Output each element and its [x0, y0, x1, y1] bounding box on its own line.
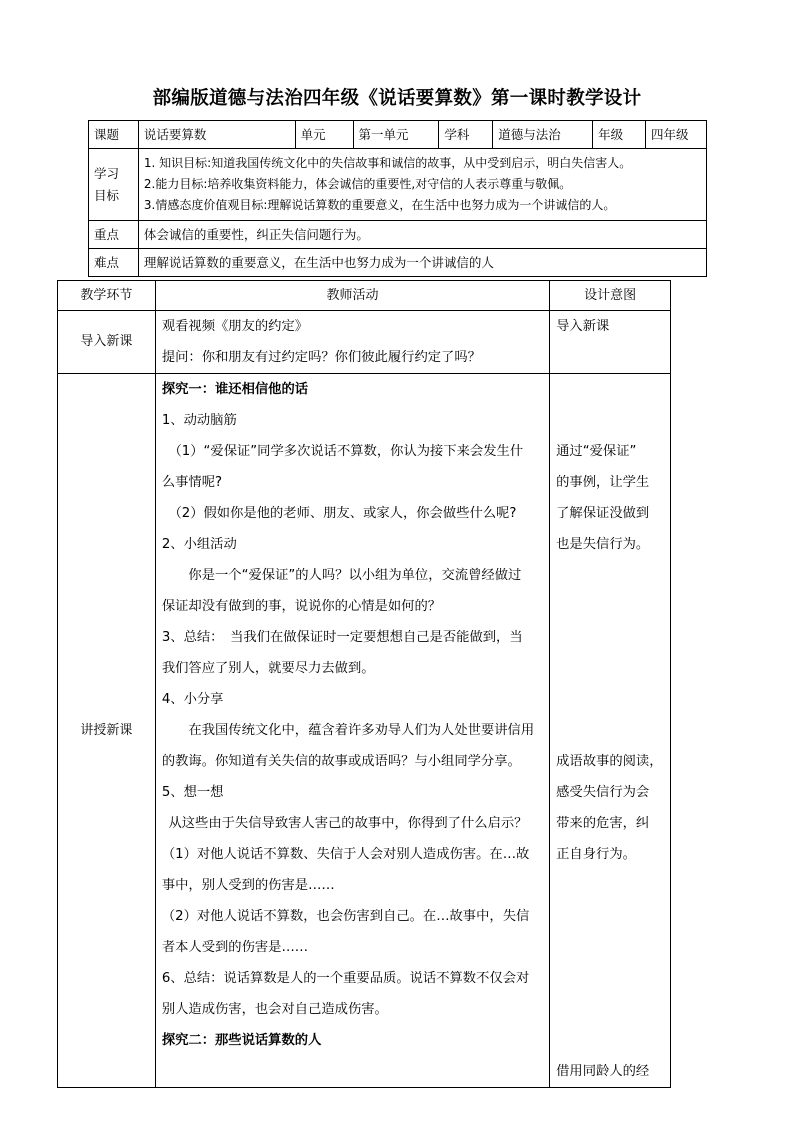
- intent-line: 的事例，让学生: [556, 475, 650, 490]
- goal-values: 3.情感态度价值观目标:理解说话算数的重要意义，在生活中也努力成为一个讲诚信的人。: [143, 198, 616, 212]
- key-label: 重点: [89, 221, 139, 249]
- main-intent: [550, 374, 671, 1088]
- activity-line: 3、总结： 当我们在做保证时一定要想想自己是否能做到，当: [161, 630, 523, 645]
- goals-label-line: 学习: [94, 165, 120, 181]
- section-heading: 探究二：那些说话算数的人: [161, 1033, 322, 1048]
- intent-line: 也是失信行为。: [556, 537, 650, 552]
- grade-label: 年级: [593, 121, 646, 149]
- subject-label: 学科: [439, 121, 493, 149]
- intent-line: 感受失信行为会: [556, 785, 650, 800]
- difficulty-label: 难点: [89, 249, 139, 277]
- intent-line: 导入新课: [556, 319, 610, 334]
- intent-line: 成语故事的阅读，: [556, 754, 663, 769]
- activity-line: 4、小分享: [161, 692, 224, 707]
- difficulty-value: 理解说话算数的重要意义，在生活中也努力成为一个讲诚信的人: [138, 249, 706, 277]
- goals-cell: [138, 149, 706, 221]
- header-intent: 设计意图: [550, 281, 671, 311]
- activity-line: 提问：你和朋友有过约定吗？你们彼此履行约定了吗？: [161, 350, 481, 365]
- main-activity: [155, 374, 549, 1088]
- intent-line: 通过“爱保证”: [556, 444, 637, 459]
- intro-activity: [155, 311, 549, 374]
- intent-line: 了解保证没做到: [556, 506, 650, 521]
- activity-line: 6、总结：说话算数是人的一个重要品质。说话不算数不仅会对: [161, 971, 530, 986]
- grade-value: 四年级: [646, 121, 707, 149]
- activity-line: 么事情呢?: [161, 475, 223, 490]
- key-value: 体会诚信的重要性，纠正失信问题行为。: [138, 221, 706, 249]
- goal-knowledge: 1. 知识目标:知道我国传统文化中的失信故事和诚信的故事，从中受到启示，明白失信害人。: [143, 156, 632, 170]
- activity-line: 别人造成伤害，也会对自己造成伤害。: [161, 1002, 388, 1017]
- topic-value: 说话要算数: [138, 121, 295, 149]
- unit-label: 单元: [295, 121, 353, 149]
- goals-label: [89, 149, 139, 221]
- activity-line: 保证却没有做到的事，说说你的心情是如何的？: [161, 599, 442, 614]
- activity-line: （1）“爱保证”同学多次说话不算数，你认为接下来会发生什: [168, 444, 524, 459]
- activity-line: 2、小组活动: [161, 537, 237, 552]
- goals-label-line: 目标: [94, 187, 120, 203]
- intro-intent: [550, 311, 671, 374]
- activity-line: （2）对他人说话不算数，也会伤害到自己。在…故事中，失信: [161, 909, 530, 924]
- activity-line: 5、想一想: [161, 785, 224, 800]
- goal-ability: 2.能力目标:培养收集资料能力，体会诚信的重要性,对守信的人表示尊重与敬佩。: [143, 177, 572, 191]
- activity-line: 1、动动脑筋: [161, 413, 237, 428]
- section-heading: 探究一：谁还相信他的话: [161, 382, 309, 397]
- intro-stage: 导入新课: [58, 311, 156, 374]
- activity-line: 观看视频《朋友的约定》: [161, 319, 309, 334]
- subject-value: 道德与法治: [493, 121, 593, 149]
- activity-line: 从这些由于失信导致害人害己的故事中，你得到了什么启示？: [168, 816, 528, 831]
- activity-line: 事中，别人受到的伤害是……: [161, 878, 335, 893]
- activity-line: 你是一个“爱保证”的人吗？以小组为单位，交流曾经做过: [188, 568, 522, 583]
- lesson-table: [57, 280, 671, 1088]
- unit-value: 第一单元: [353, 121, 439, 149]
- intent-line: 带来的危害，纠: [556, 816, 650, 831]
- intent-line: 正自身行为。: [556, 847, 636, 862]
- main-stage: 讲授新课: [58, 374, 156, 1088]
- activity-line: 的教诲。你知道有关失信的故事或成语吗？与小组同学分享。: [161, 754, 521, 769]
- header-stage: 教学环节: [58, 281, 156, 311]
- activity-line: 我们答应了别人，就要尽力去做到。: [161, 661, 375, 676]
- activity-line: （1）对他人说话不算数、失信于人会对别人造成伤害。在…故: [161, 847, 530, 862]
- topic-label: 课题: [89, 121, 139, 149]
- activity-line: （2）假如你是他的老师、朋友、或家人，你会做些什么呢?: [168, 506, 517, 521]
- page-title: 部编版道德与法治四年级《说话要算数》第一课时教学设计: [152, 88, 642, 109]
- header-activity: 教师活动: [155, 281, 549, 311]
- activity-line: 者本人受到的伤害是……: [161, 940, 309, 955]
- course-info-table: [88, 120, 707, 277]
- intent-line: 借用同龄人的经: [556, 1064, 650, 1079]
- activity-line: 在我国传统文化中，蕴含着许多劝导人们为人处世要讲信用: [188, 723, 535, 738]
